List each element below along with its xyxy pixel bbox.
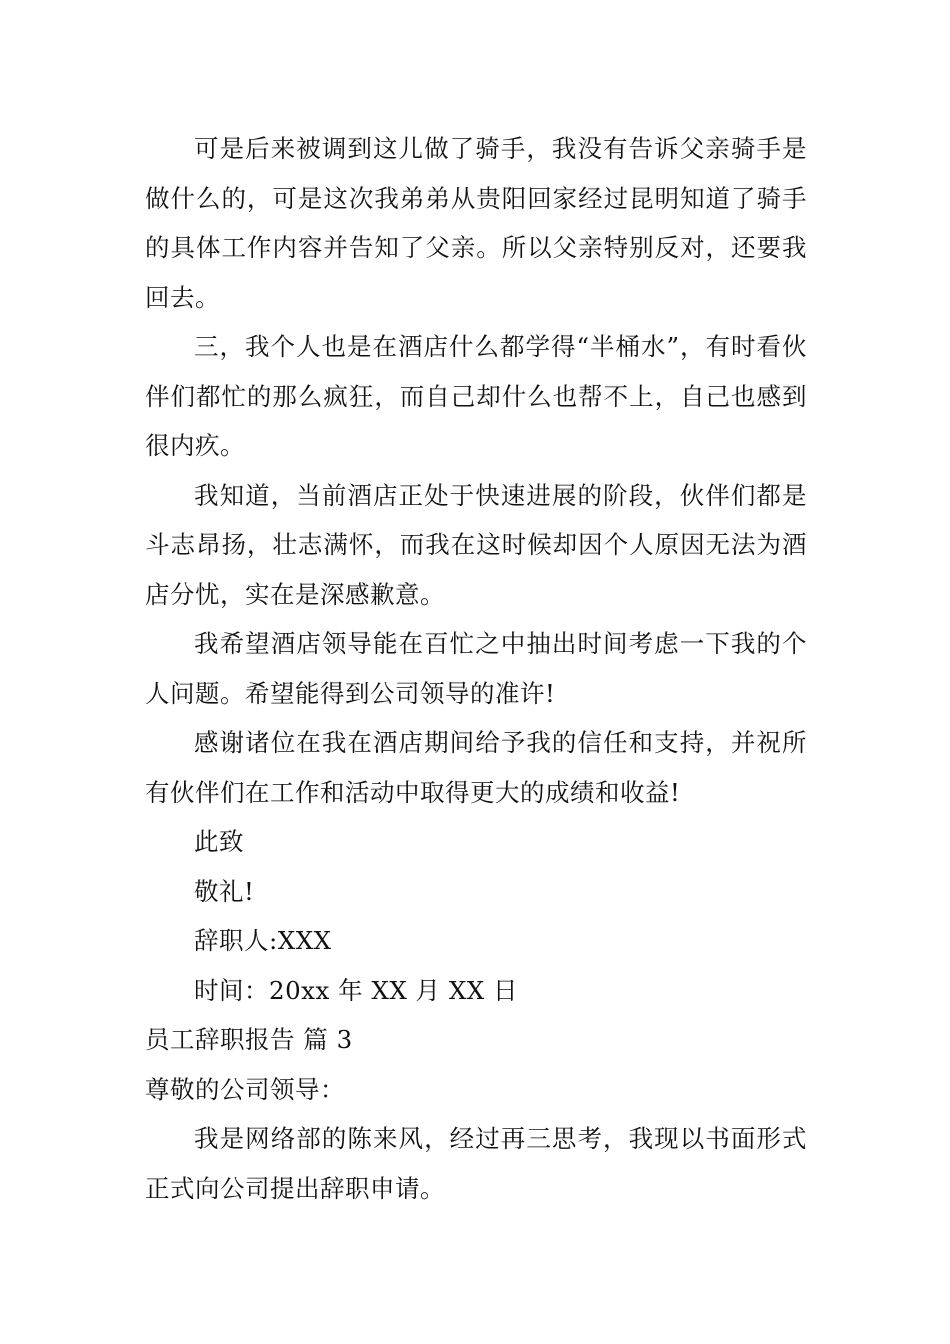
closing-regards: 敬礼!	[194, 876, 255, 906]
paragraph-resignation-intro: 我是网络部的陈来风，经过再三思考，我现以书面形式正式向公司提出辞职申请。	[145, 1124, 807, 1203]
paragraph-hotel-development: 我知道，当前酒店正处于快速进展的阶段，伙伴们都是斗志昂扬，壮志满怀，而我在这时候却因个人原因无法为酒店分忧，实在是深感歉意。	[145, 480, 807, 609]
letter-greeting: 尊敬的公司领导：	[145, 1074, 345, 1104]
closing-date: 时间：20xx 年 XX 月 XX 日	[194, 975, 519, 1005]
document-body	[145, 124, 807, 1213]
paragraph-request-approval: 我希望酒店领导能在百忙之中抽出时间考虑一下我的个人问题。希望能得到公司领导的准许!	[145, 629, 807, 708]
closing-signer: 辞职人:XXX	[194, 926, 332, 955]
section-title: 员工辞职报告 篇 3	[145, 1025, 353, 1054]
closing-salutation: 此致	[194, 827, 244, 856]
paragraph-thanks: 感谢诸位在我在酒店期间给予我的信任和支持，并祝所有伙伴们在工作和活动中取得更大的成绩和收益!	[145, 728, 807, 807]
paragraph-father-opposes: 可是后来被调到这儿做了骑手，我没有告诉父亲骑手是做什么的，可是这次我弟弟从贵阳回家经过昆明知道了骑手的具体工作内容并告知了父亲。所以父亲特别反对，还要我回去。	[145, 134, 807, 312]
paragraph-half-bucket: 三，我个人也是在酒店什么都学得“半桶水”，有时看伙伴们都忙的那么疯狂，而自己却什么也帮不上，自己也感到很内疚。	[145, 332, 807, 460]
